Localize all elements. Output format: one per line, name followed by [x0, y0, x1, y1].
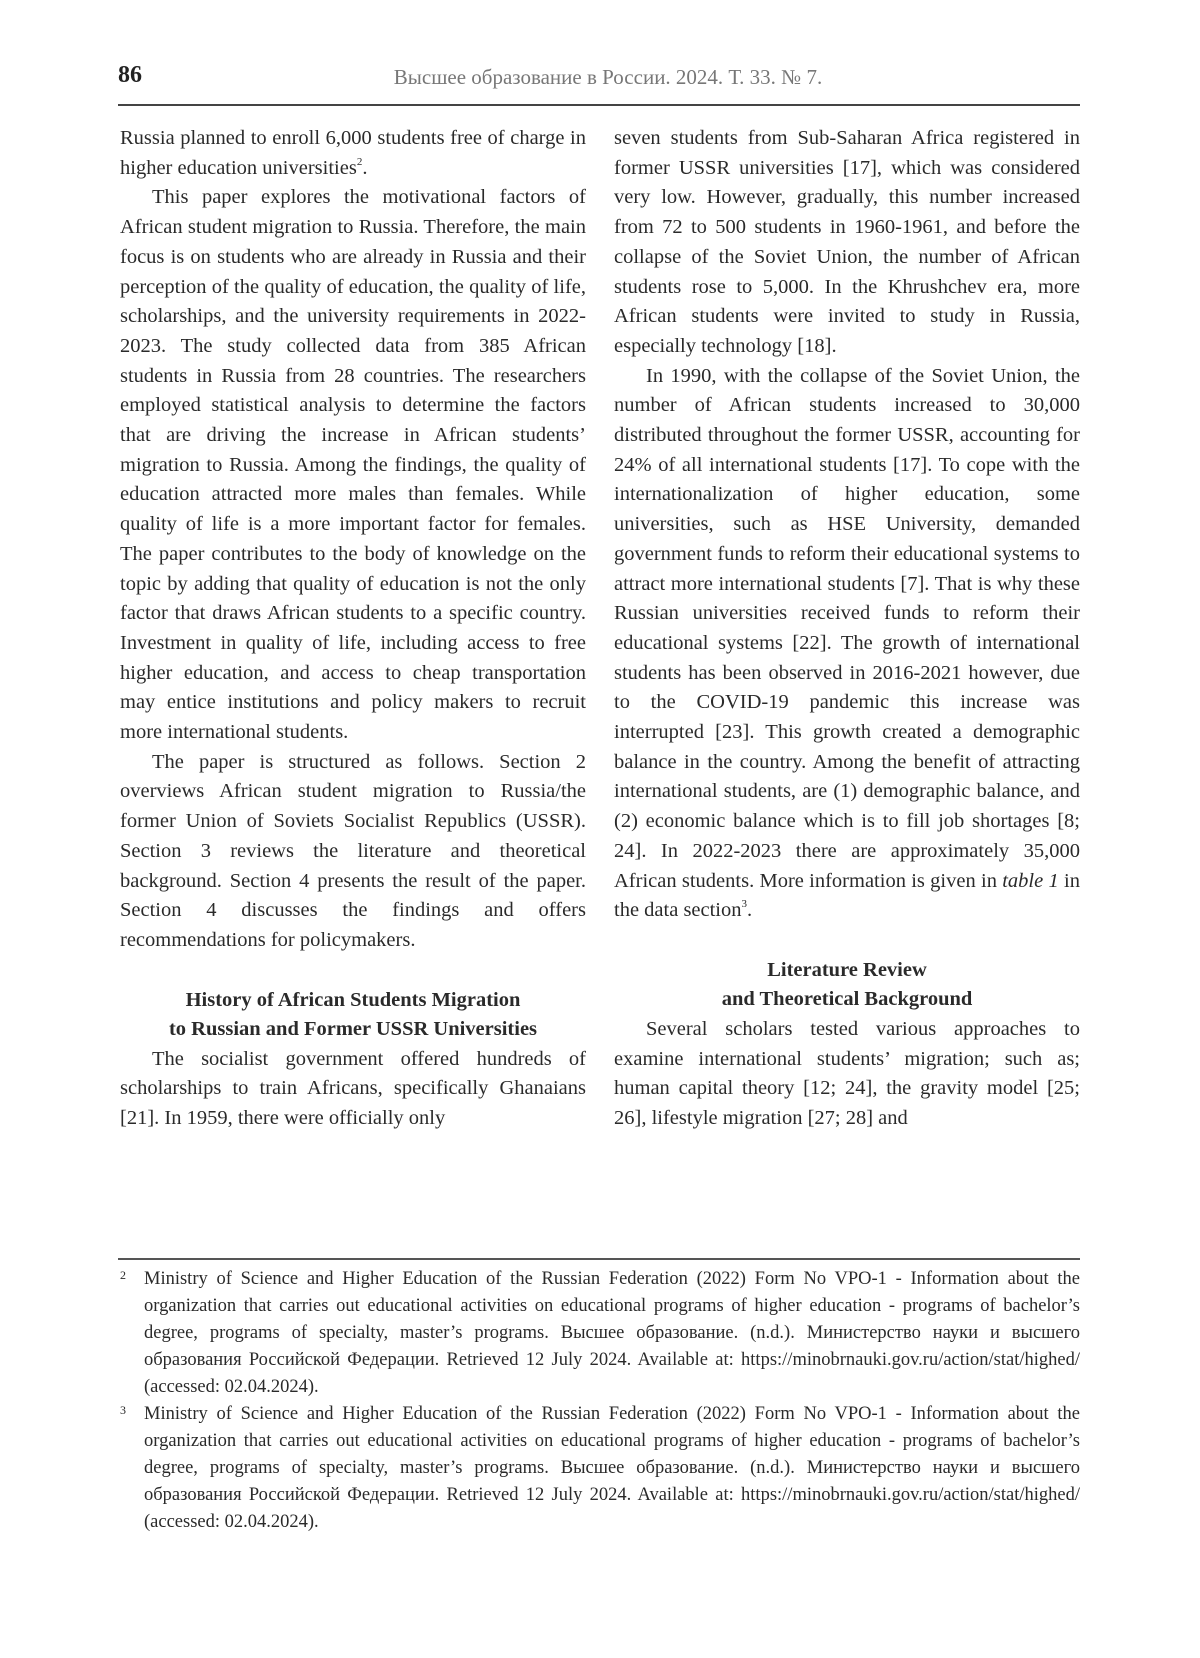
- punctuation: .: [747, 899, 753, 922]
- section-heading: [120, 986, 586, 1045]
- footnote: [118, 1266, 1080, 1401]
- footnotes: [118, 1266, 1080, 1536]
- paragraph: [120, 124, 586, 183]
- paragraph: seven students from Sub-Saharan Africa registered in former USSR universities [17], which was considered very low. However, gradually, this number increased from 72 to 500 students in 1960-1961, and before the collapse of the Soviet Union, the number of African students rose to 5,000. In the Khrushchev era, more African students were invited to study in Russia, especially technology [18].: [614, 127, 1080, 357]
- heading-line: and Theoretical Background: [721, 988, 973, 1011]
- table-reference: table 1: [1002, 869, 1059, 892]
- paragraph: This paper explores the motivational factors of African student migration to Russia. Therefore, the main focus is on students who are already in Russia and their perception of the quality of education, the quality of life, scholarships, and the university requirements in 2022-2023. The study collected data from 385 African students in Russia from 28 countries. The researchers employed statistical analysis to determine the factors that are driving the increase in African students’ migration to Russia. Among the findings, the quality of education attracted more males than females. While quality of life is a more important factor for females. The paper contributes to the body of knowledge on the topic by adding that quality of education is not the only factor that draws African students to a specific country. Investment in quality of life, including access to free higher education, and access to cheap transportation may entice institutions and policy makers to recruit more international students.: [120, 186, 586, 744]
- heading-line: to Russian and Former USSR Universities: [168, 1018, 538, 1041]
- punctuation: .: [362, 156, 368, 179]
- spacer: [120, 956, 586, 986]
- footnote-ref[interactable]: 3: [741, 898, 748, 911]
- paragraph: The socialist government offered hundreds of scholarships to train Africans, specifically Ghanaians [21]. In 1959, there were officially only: [120, 1047, 586, 1130]
- left-column: [120, 124, 586, 1134]
- footnote: [118, 1401, 1080, 1536]
- footnote-divider: [118, 1258, 1080, 1260]
- footnote-text: Ministry of Science and Higher Education of the Russian Federation (2022) Form No VPO-1 - Information about the organization that carries out educational activities on educational programs of higher education - programs of bachelor’s degree, programs of specialty, master’s programs. Высшее образование. (n.d.). Министерство науки и высшего образования Российской Федерации. Retrieved 12 July 2024. Available at: https://minobrnauki.gov.ru/action/stat/highed/ (accessed: 02.04.2024).: [144, 1269, 1080, 1397]
- paragraph: Several scholars tested various approaches to examine international students’ migration; such as; human capital theory [12; 24], the gravity model [25; 26], lifestyle migration [27; 28] and: [614, 1017, 1080, 1130]
- page-number: 86: [118, 62, 142, 88]
- paragraph: The paper is structured as follows. Section 2 overviews African student migration to Russia/the former Union of Soviets Socialist Republics (USSR). Section 3 reviews the literature and theoretical background. Section 4 presents the result of the paper. Section 4 discusses the findings and offers recommendations for policymakers.: [120, 750, 586, 951]
- paragraph: [614, 362, 1080, 926]
- paragraph-text: In 1990, with the collapse of the Soviet Union, the number of African students increased to 30,000 distributed throughout the former USSR, accounting for 24% of all international students [17]. To cope with the internationalization of higher education, some universities, such as HSE University, demanded government funds to reform their educational systems to attract more international students [7]. That is why these Russian universities received funds to reform their educational systems [22]. The growth of international students has been observed in 2016-2021 however, due to the COVID-19 pandemic this increase was interrupted [23]. This growth created a demographic balance in the country. Among the benefit of attracting international students, are (1) demographic balance, and (2) economic balance which is to fill job shortages [8; 24]. In 2022-2023 there are approximately 35,000 African students. More information is given in: [614, 364, 1080, 892]
- footnote-text: Ministry of Science and Higher Education of the Russian Federation (2022) Form No VPO-1 - Information about the organization that carries out educational activities on educational programs of higher education - programs of bachelor’s degree, programs of specialty, master’s programs. Высшее образование. (n.d.). Министерство науки и высшего образования Российской Федерации. Retrieved 12 July 2024. Available at: https://minobrnauki.gov.ru/action/stat/highed/ (accessed: 02.04.2024).: [144, 1404, 1080, 1532]
- paragraph-text: Russia planned to enroll 6,000 students free of charge in higher education universities: [120, 127, 586, 179]
- footnote-mark: 2: [120, 1268, 126, 1282]
- heading-line: Literature Review: [767, 958, 927, 981]
- section-heading: [614, 956, 1080, 1015]
- right-column: [614, 124, 1080, 1134]
- heading-line: History of African Students Migration: [185, 988, 521, 1011]
- spacer: [614, 926, 1080, 956]
- journal-title: Высшее образование в России. 2024. Т. 33. № 7.: [393, 65, 823, 89]
- paragraph-text: in the data section: [614, 869, 1080, 922]
- running-header: [118, 60, 1078, 104]
- footnote-mark: 3: [120, 1403, 126, 1417]
- footnote-ref[interactable]: 2: [356, 155, 363, 168]
- header-divider: [118, 104, 1080, 106]
